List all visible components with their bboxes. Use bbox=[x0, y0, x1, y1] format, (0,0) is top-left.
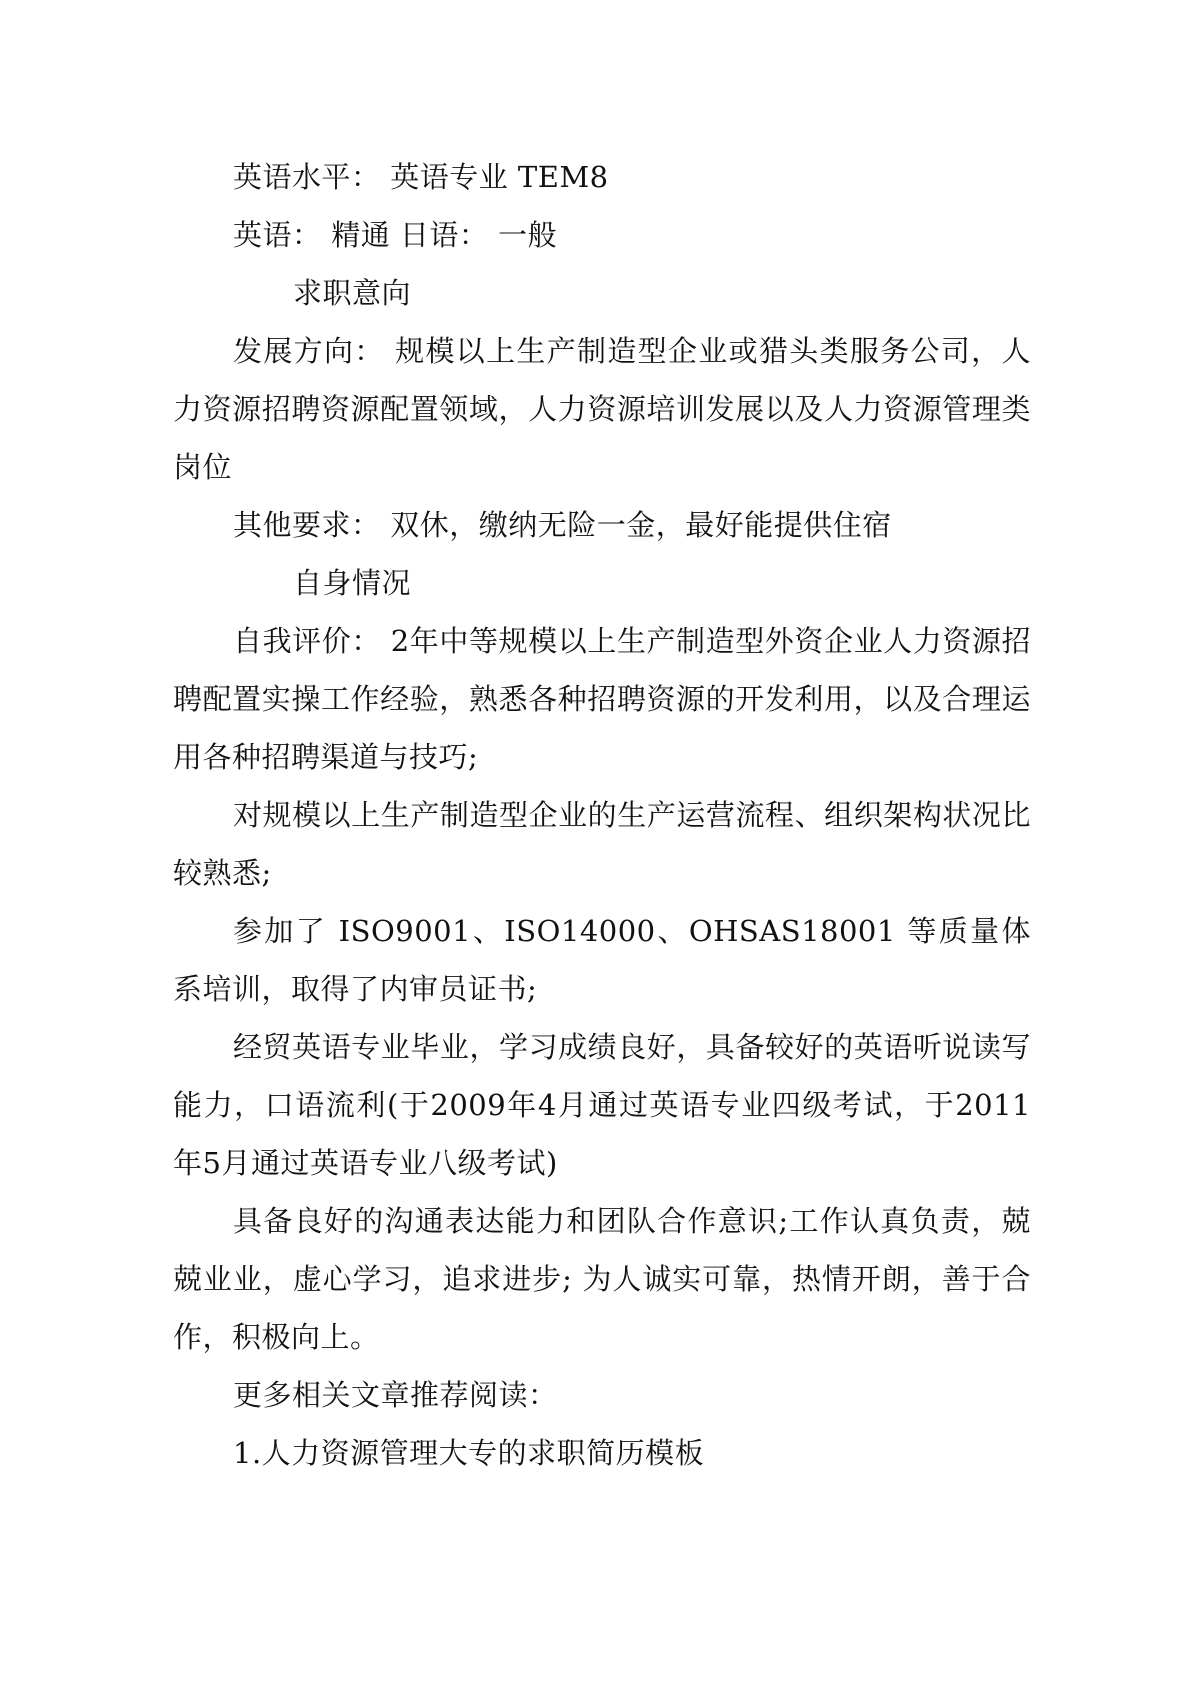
section-heading-self-situation: 自身情况 bbox=[293, 566, 412, 600]
related-articles-label: 更多相关文章推荐阅读： bbox=[233, 1378, 558, 1412]
career-direction-paragraph: 发展方向： 规模以上生产制造型企业或猎头类服务公司，人力资源招聘资源配置领域，人力资源培训发展以及人力资源管理类岗位 bbox=[173, 334, 1031, 484]
section-heading-job-intention: 求职意向 bbox=[293, 276, 412, 310]
manufacturing-familiarity-paragraph: 对规模以上生产制造型企业的生产运营流程、组织架构状况比较熟悉; bbox=[173, 798, 1031, 890]
other-requirements-paragraph: 其他要求： 双休，缴纳无险一金，最好能提供住宿 bbox=[233, 508, 892, 542]
self-evaluation-paragraph: 自我评价： 2年中等规模以上生产制造型外资企业人力资源招聘配置实操工作经验，熟悉各种招聘资源的开发利用，以及合理运用各种招聘渠道与技巧; bbox=[173, 624, 1031, 774]
personal-qualities-paragraph: 具备良好的沟通表达能力和团队合作意识;工作认真负责，兢兢业业，虚心学习，追求进步; 为人诚实可靠，热情开朗，善于合作，积极向上。 bbox=[173, 1204, 1031, 1354]
quality-training-paragraph: 参加了 ISO9001、ISO14000、OHSAS18001 等质量体系培训，取得了内审员证书; bbox=[173, 914, 1031, 1006]
related-article-link-1[interactable]: 1.人力资源管理大专的求职简历模板 bbox=[233, 1436, 705, 1470]
document-body bbox=[173, 148, 1031, 1482]
language-skills-line: 英语： 精通 日语： 一般 bbox=[233, 218, 558, 252]
education-english-paragraph: 经贸英语专业毕业，学习成绩良好，具备较好的英语听说读写能力，口语流利(于2009年4月通过英语专业四级考试，于2011年5月通过英语专业八级考试) bbox=[173, 1030, 1031, 1180]
english-level-line: 英语水平： 英语专业 TEM8 bbox=[233, 160, 609, 194]
